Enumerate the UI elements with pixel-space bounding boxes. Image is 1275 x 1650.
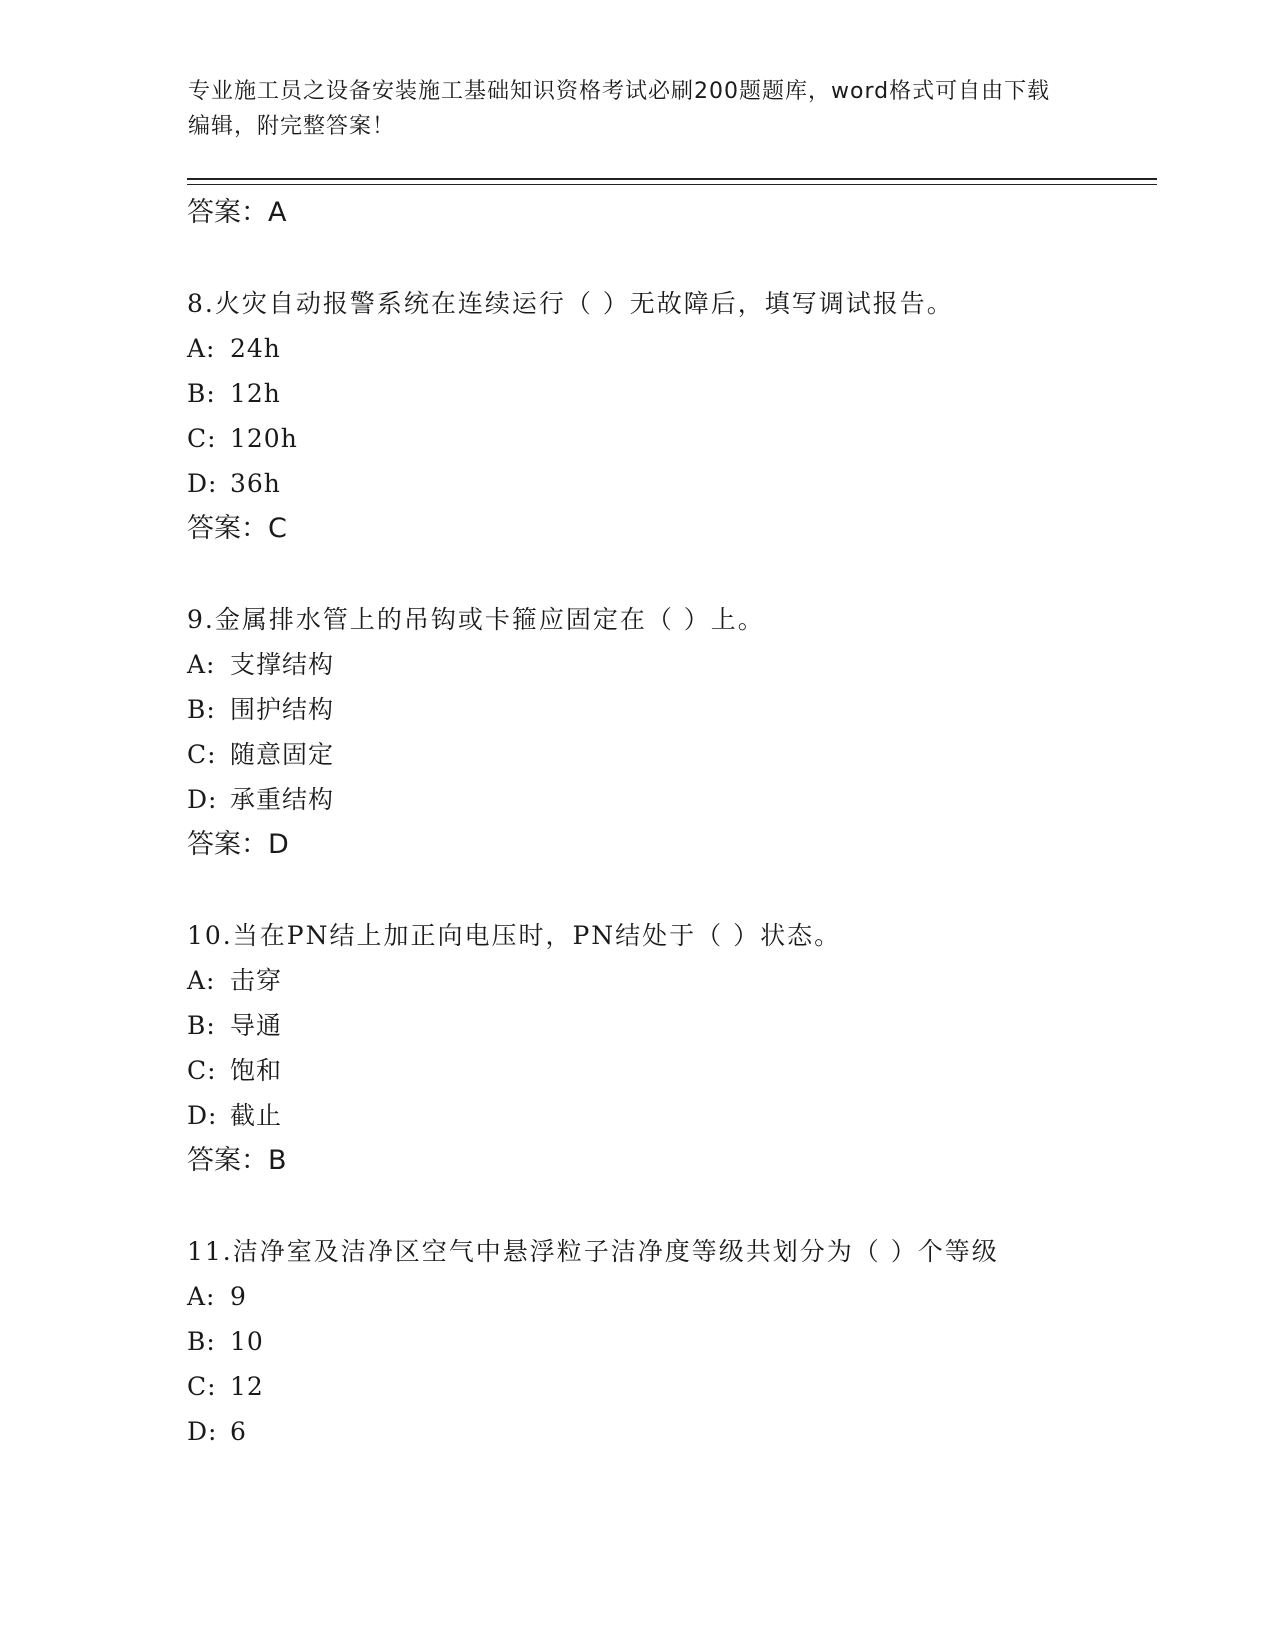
option-text: 承重结构 (230, 785, 335, 814)
header-rule-thick (187, 178, 1157, 180)
option-text: 10 (230, 1327, 264, 1356)
answer-line (187, 822, 1157, 867)
question-stem: 8.火灾自动报警系统在连续运行（ ）无故障后，填写调试报告。 (187, 289, 954, 318)
option-letter: D: (187, 785, 218, 814)
option-d (187, 1409, 1157, 1454)
option-letter: D: (187, 1417, 218, 1446)
option-c (187, 1048, 1157, 1093)
option-text: 导通 (230, 1011, 283, 1040)
option-d (187, 1093, 1157, 1138)
option-a (187, 1274, 1157, 1319)
option-b (187, 1319, 1157, 1364)
option-b (187, 1003, 1157, 1048)
option-text: 6 (230, 1417, 247, 1446)
answer-line (187, 190, 1157, 235)
option-a (187, 958, 1157, 1003)
option-text: 120h (230, 424, 298, 453)
option-text: 36h (230, 469, 281, 498)
answer-value: B (268, 1145, 287, 1176)
answer-prefix: 答案： (187, 513, 268, 544)
option-text: 饱和 (230, 1056, 283, 1085)
option-letter: B: (187, 695, 216, 724)
option-letter: A: (187, 650, 216, 679)
option-text: 12 (230, 1372, 264, 1401)
option-b (187, 687, 1157, 732)
option-a (187, 326, 1157, 371)
option-text: 随意固定 (230, 740, 335, 769)
option-text: 支撑结构 (230, 650, 335, 679)
answer-prefix: 答案： (187, 197, 268, 228)
document-header: 专业施工员之设备安装施工基础知识资格考试必刷200题题库，word格式可自由下载编辑，附完整答案！ (188, 79, 1051, 139)
option-letter: C: (187, 424, 217, 453)
answer-value: D (268, 829, 289, 860)
question-stem: 11.洁净室及洁净区空气中悬浮粒子洁净度等级共划分为（ ）个等级 (187, 1237, 999, 1266)
question-item (187, 1229, 1157, 1454)
option-b (187, 371, 1157, 416)
question-stem: 9.金属排水管上的吊钩或卡箍应固定在（ ）上。 (187, 605, 765, 634)
option-a (187, 642, 1157, 687)
question-item (187, 281, 1157, 551)
option-text: 击穿 (230, 966, 283, 995)
option-text: 截止 (230, 1101, 283, 1130)
question-item (187, 913, 1157, 1183)
answer-line (187, 1138, 1157, 1183)
answer-line (187, 506, 1157, 551)
option-c (187, 732, 1157, 777)
option-text: 12h (230, 379, 281, 408)
option-letter: B: (187, 379, 216, 408)
option-letter: D: (187, 469, 218, 498)
option-letter: C: (187, 1056, 217, 1085)
option-letter: C: (187, 1372, 217, 1401)
option-letter: A: (187, 966, 216, 995)
answer-value: C (268, 513, 287, 544)
option-letter: A: (187, 334, 216, 363)
answer-prefix: 答案： (187, 1145, 268, 1176)
question-list (187, 190, 1157, 1454)
question-stem: 10.当在PN结上加正向电压时，PN结处于（ ）状态。 (187, 921, 842, 950)
option-letter: C: (187, 740, 217, 769)
option-d (187, 777, 1157, 822)
question-item (187, 597, 1157, 867)
option-letter: A: (187, 1282, 216, 1311)
option-letter: B: (187, 1011, 216, 1040)
option-text: 9 (230, 1282, 247, 1311)
answer-prefix: 答案： (187, 829, 268, 860)
option-letter: B: (187, 1327, 216, 1356)
option-c (187, 416, 1157, 461)
answer-value: A (268, 197, 287, 228)
option-d (187, 461, 1157, 506)
option-text: 围护结构 (230, 695, 335, 724)
option-letter: D: (187, 1101, 218, 1130)
header-rule-thin (187, 184, 1157, 185)
option-c (187, 1364, 1157, 1409)
option-text: 24h (230, 334, 281, 363)
